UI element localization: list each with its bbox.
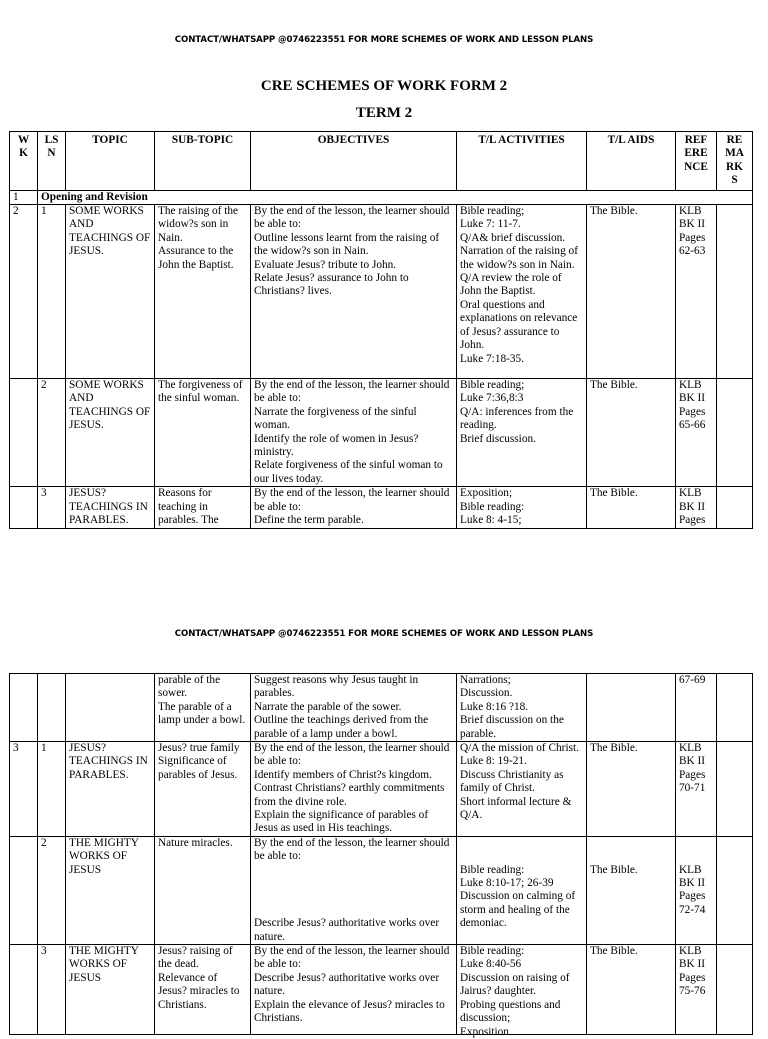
col-header-activities: T/L ACTIVITIES <box>457 132 587 191</box>
cell-wk <box>10 945 38 1035</box>
cell-subtopic: Nature miracles. <box>155 836 251 944</box>
cell-remarks <box>717 836 753 944</box>
cell-wk <box>10 674 38 742</box>
col-header-reference: REF ERE NCE <box>676 132 717 191</box>
cell-remarks <box>717 674 753 742</box>
cell-activities: Bible reading: Luke 8:40-56 Discussion on raising of Jairus? daughter. Probing questions and discussion; Exposition <box>457 945 587 1035</box>
cell-aids: The Bible. <box>587 379 676 487</box>
cell-reference: KLB BK II Pages 65-66 <box>676 379 717 487</box>
cell-activities: Exposition; Bible reading: Luke 8: 4-15; <box>457 487 587 528</box>
cell-aids: The Bible. <box>587 836 676 944</box>
cell-lsn: 3 <box>38 945 66 1035</box>
cell-reference: KLB BK II Pages 62-63 <box>676 205 717 379</box>
cell-wk <box>10 379 38 487</box>
table-row <box>10 945 753 1035</box>
cell-activities: Narrations; Discussion. Luke 8:16 ?18. Brief discussion on the parable. <box>457 674 587 742</box>
cell-remarks <box>717 945 753 1035</box>
cell-wk <box>10 836 38 944</box>
cell-remarks <box>717 379 753 487</box>
cell-topic <box>66 674 155 742</box>
cell-activities: Bible reading; Luke 7:36,8:3 Q/A: inferences from the reading. Brief discussion. <box>457 379 587 487</box>
cell-topic: JESUS? TEACHINGS IN PARABLES. <box>66 742 155 837</box>
cell-remarks <box>717 487 753 528</box>
cell-subtopic: Jesus? raising of the dead. Relevance of Jesus? miracles to Christians. <box>155 945 251 1035</box>
cell-aids: The Bible. <box>587 205 676 379</box>
cell-objectives: By the end of the lesson, the learner should be able to: Define the term parable. <box>251 487 457 528</box>
cell-remarks <box>717 742 753 837</box>
table-row <box>10 742 753 837</box>
cell-topic: THE MIGHTY WORKS OF JESUS <box>66 836 155 944</box>
cell-aids: The Bible. <box>587 742 676 837</box>
cell-objectives: By the end of the lesson, the learner should be able to: Identify members of Christ?s kingdom. Contrast Christians? earthly commitments from the divine role. Explain the significance of parables of Jesus as used in His teachings. <box>251 742 457 837</box>
page-header-1: CONTACT/WHATSAPP @0746223551 FOR MORE SCHEMES OF WORK AND LESSON PLANS <box>174 35 594 45</box>
cell-topic: SOME WORKS AND TEACHINGS OF JESUS. <box>66 379 155 487</box>
col-header-objectives: OBJECTIVES <box>251 132 457 191</box>
cell-wk <box>10 487 38 528</box>
cell-objectives: By the end of the lesson, the learner should be able to: Outline lessons learnt from the raising of the widow?s son in Nain. Evaluate Jesus? tribute to John. Relate Jesus? assurance to John to Christians? lives. <box>251 205 457 379</box>
scheme-table-page-2 <box>9 673 753 1038</box>
cell-reference: 67-69 <box>676 674 717 742</box>
table-header-row <box>10 132 753 191</box>
cell-remarks <box>717 205 753 379</box>
cell-aids: The Bible. <box>587 945 676 1035</box>
cell-subtopic: Jesus? true family Significance of parables of Jesus. <box>155 742 251 837</box>
cell-objectives: By the end of the lesson, the learner should be able to: Narrate the forgiveness of the sinful woman. Identify the role of women in Jesus? ministry. Relate forgiveness of the sinful woman to our lives today. <box>251 379 457 487</box>
cell-topic: SOME WORKS AND TEACHINGS OF JESUS. <box>66 205 155 379</box>
cell-lsn: 2 <box>38 379 66 487</box>
cell-wk: 1 <box>10 190 38 204</box>
cell-reference: KLB BK II Pages <box>676 487 717 528</box>
cell-activities: Bible reading: Luke 8:10-17; 26-39 Discussion on calming of storm and healing of the demoniac. <box>457 836 587 944</box>
cell-subtopic: parable of the sower. The parable of a lamp under a bowl. <box>155 674 251 742</box>
cell-aids: The Bible. <box>587 487 676 528</box>
cell-topic: THE MIGHTY WORKS OF JESUS <box>66 945 155 1035</box>
table-row <box>10 205 753 379</box>
cell-objectives: Suggest reasons why Jesus taught in parables. Narrate the parable of the sower. Outline the teachings derived from the parable of a lamp under a bowl. <box>251 674 457 742</box>
cell-activities: Q/A the mission of Christ. Luke 8: 19-21. Discuss Christianity as family of Christ. Short informal lecture & Q/A. <box>457 742 587 837</box>
cell-topic: JESUS? TEACHINGS IN PARABLES. <box>66 487 155 528</box>
col-header-subtopic: SUB-TOPIC <box>155 132 251 191</box>
cell-reference: KLB BK II Pages 75-76 <box>676 945 717 1035</box>
cell-lsn: 2 <box>38 836 66 944</box>
col-header-topic: TOPIC <box>66 132 155 191</box>
doc-term: TERM 2 <box>355 105 413 121</box>
cell-lsn: 1 <box>38 205 66 379</box>
cell-lsn <box>38 674 66 742</box>
page-header-2: CONTACT/WHATSAPP @0746223551 FOR MORE SCHEMES OF WORK AND LESSON PLANS <box>174 629 594 639</box>
col-header-aids: T/L AIDS <box>587 132 676 191</box>
cell-objectives: By the end of the lesson, the learner should be able to: Describe Jesus? authoritative works over nature. <box>251 836 457 944</box>
cell-wk: 2 <box>10 205 38 379</box>
table-row <box>10 190 753 204</box>
table-row <box>10 836 753 944</box>
cell-objectives: By the end of the lesson, the learner should be able to: Describe Jesus? authoritative works over nature. Explain the elevance of Jesus? miracles to Christians. <box>251 945 457 1035</box>
col-header-wk: W K <box>10 132 38 191</box>
doc-title: CRE SCHEMES OF WORK FORM 2 <box>260 78 508 94</box>
table-row <box>10 487 753 528</box>
col-header-lsn: LS N <box>38 132 66 191</box>
cell-subtopic: The raising of the widow?s son in Nain. Assurance to the John the Baptist. <box>155 205 251 379</box>
cell-subtopic: Reasons for teaching in parables. The <box>155 487 251 528</box>
cell-wk: 3 <box>10 742 38 837</box>
cell-lsn: 1 <box>38 742 66 837</box>
cell-subtopic: The forgiveness of the sinful woman. <box>155 379 251 487</box>
cell-reference: KLB BK II Pages 72-74 <box>676 836 717 944</box>
col-header-remarks: RE MA RK S <box>717 132 753 191</box>
cell-reference: KLB BK II Pages 70-71 <box>676 742 717 837</box>
table-row <box>10 674 753 742</box>
table-row <box>10 379 753 487</box>
cell-opening-revision: Opening and Revision <box>38 190 753 204</box>
scheme-table-page-1 <box>9 131 753 529</box>
cell-aids <box>587 674 676 742</box>
cell-activities: Bible reading; Luke 7: 11-7. Q/A& brief discussion. Narration of the raising of the widow?s son in Nain. Q/A review the role of John the Baptist. Oral questions and explanations on relevance of Jesus? assurance to John. Luke 7:18-35. <box>457 205 587 379</box>
cell-lsn: 3 <box>38 487 66 528</box>
